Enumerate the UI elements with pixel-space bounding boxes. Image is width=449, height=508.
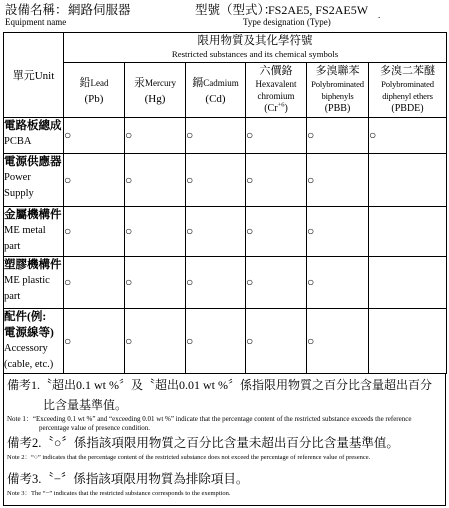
compliance-mark: ○ [125, 128, 133, 142]
column-en-name-line: Hexavalent [255, 78, 297, 89]
row-zh-name-line: 電源線等) [4, 327, 54, 339]
notes-section [3, 373, 446, 506]
row-zh-name: 塑膠機構件 [4, 259, 62, 271]
row-en-name-line: part [4, 291, 21, 302]
substances-subtitle: Restricted substances and its chemical symbols [171, 48, 339, 59]
note-2-en: Note 2：“○” indicates that the percentage content of the restricted substance does not exceed the percentage of reference value of presence. [7, 454, 371, 461]
note-1-zh: 備考1.〝超出0.1 wt %〞及〝超出0.01 wt %〞係指限用物質之百分比含量超出百分比含量基準值。 [7, 378, 432, 412]
compliance-mark: ○ [246, 275, 254, 289]
row-en-name-line: Power [4, 172, 31, 183]
mark-cell-pb [64, 309, 125, 374]
note-3-en: Note 3：The “−” indicates that the restricted substance corresponds to the exemption. [7, 490, 231, 497]
equipment-name-label: 設備名稱： [5, 3, 68, 17]
column-header-pbb [307, 63, 369, 118]
compliance-mark: ○ [369, 128, 377, 142]
table-header-row [4, 33, 447, 63]
mark-cell-cr6 [246, 154, 307, 207]
compliance-mark: ○ [246, 333, 254, 348]
restricted-substances-table [3, 32, 447, 374]
compliance-mark: ○ [307, 275, 315, 289]
mark-cell-pbb [307, 118, 369, 154]
table-row [4, 257, 447, 309]
mark-cell-hg [125, 309, 186, 374]
compliance-mark: ○ [307, 333, 315, 348]
mark-cell-pbde [369, 207, 447, 257]
row-en-name-line: Accessory [4, 343, 48, 354]
column-symbol [246, 103, 306, 116]
mark-cell-hg [125, 257, 186, 309]
unit-header-label: 單元Unit [12, 70, 55, 82]
row-en-name: PCBA [4, 136, 32, 147]
mark-cell-cd [186, 154, 246, 207]
row-zh-name: 金屬機構件 [4, 209, 62, 221]
type-designation-value: FS2AE5, FS2AE5W [268, 3, 369, 17]
compliance-mark: ○ [64, 224, 72, 238]
mark-cell-cd [186, 257, 246, 309]
note-3-zh: 備考3.〝−〞係指該項限用物質為排除項目。 [7, 472, 249, 486]
mark-cell-pbb [307, 309, 369, 374]
column-symbol-base: (Cr [264, 102, 278, 114]
row-label-me-metal-part [4, 207, 64, 257]
column-zh-name: 鎘 [192, 76, 204, 89]
mark-cell-cd [186, 207, 246, 257]
column-symbol: (Pb) [84, 92, 104, 105]
column-symbol-superscript: +6 [277, 101, 285, 109]
row-en-name-line: Supply [4, 188, 34, 199]
mark-cell-pb [64, 207, 125, 257]
compliance-mark: ○ [64, 172, 72, 187]
mark-cell-pbb [307, 257, 369, 309]
column-en-name-line: biphenyls [321, 91, 354, 101]
row-zh-name-line: 配件(例: [4, 311, 47, 323]
mark-cell-cr6 [246, 309, 307, 374]
compliance-mark: ○ [246, 172, 254, 187]
mark-cell-cr6 [246, 118, 307, 154]
row-en-name-line: part [4, 241, 21, 252]
mark-cell-pbde [369, 309, 447, 374]
row-zh-name: 電路板總成 [4, 120, 62, 132]
compliance-mark: ○ [246, 224, 254, 238]
column-header-mercury [125, 63, 186, 118]
mark-cell-pb [64, 154, 125, 207]
row-label-power-supply [4, 154, 64, 207]
compliance-mark: ○ [64, 128, 72, 142]
compliance-mark: ○ [125, 224, 133, 238]
row-zh-name: 電源供應器 [4, 156, 62, 168]
column-en-name: Lead [90, 77, 109, 88]
compliance-mark: ○ [125, 333, 133, 348]
table-row [4, 207, 447, 257]
column-header-cadmium [186, 63, 246, 118]
mark-cell-cr6 [246, 257, 307, 309]
equipment-name-label-en: Equipment name [5, 17, 67, 27]
column-zh-name: 汞 [134, 76, 145, 89]
column-en-name: Cadmium [203, 77, 239, 88]
compliance-mark: ○ [307, 128, 315, 142]
mark-cell-pbb [307, 207, 369, 257]
table-row [4, 309, 447, 374]
column-en-name-line: Polybrominated [311, 78, 364, 89]
equipment-name-value: 網路伺服器 [68, 3, 131, 17]
substances-header [64, 33, 447, 63]
mark-cell-hg [125, 207, 186, 257]
row-en-name-line: (cable, etc.) [4, 359, 54, 370]
compliance-mark: ○ [307, 224, 315, 238]
column-en-name-line: Polybrominated [381, 78, 434, 89]
column-header-hexavalent-chromium [246, 63, 307, 118]
mark-cell-pbde [369, 257, 447, 309]
note-2-zh: 備考2.〝○〞係指該項限用物質之百分比含量未超出百分比含量基準值。 [7, 436, 399, 450]
mark-cell-pb [64, 257, 125, 309]
row-label-pcba [4, 118, 64, 154]
column-zh-name: 鉛 [79, 76, 91, 89]
column-en-name-line: diphenyl ethers [382, 91, 433, 101]
stray-dot: . [378, 10, 381, 20]
mark-cell-cd [186, 118, 246, 154]
column-symbol: (PBB) [324, 102, 351, 114]
compliance-mark: ○ [307, 172, 315, 187]
column-zh-name: 六價鉻 [259, 65, 293, 77]
row-label-accessory [4, 309, 64, 374]
row-en-name-line: ME plastic [4, 275, 50, 286]
compliance-mark: ○ [64, 275, 72, 289]
compliance-mark: ○ [186, 128, 194, 142]
column-header-lead [64, 63, 125, 118]
substance-columns-row [4, 63, 447, 118]
mark-cell-pb [64, 118, 125, 154]
column-symbol: (Hg) [144, 92, 166, 105]
compliance-mark: ○ [64, 333, 72, 348]
type-designation-label: 型號（型式）： [195, 3, 277, 17]
row-label-me-plastic-part [4, 257, 64, 309]
column-zh-name: 多溴聯苯 [315, 65, 360, 77]
mark-cell-hg [125, 154, 186, 207]
row-en-name-line: ME metal [4, 225, 46, 236]
column-zh-name: 多溴二苯醚 [380, 65, 436, 77]
column-symbol: (Cd) [205, 92, 226, 105]
compliance-mark: ○ [186, 275, 194, 289]
mark-cell-pbde [369, 118, 447, 154]
column-symbol: (PBDE) [391, 102, 424, 114]
column-en-name: Mercury [145, 77, 176, 88]
compliance-mark: ○ [186, 172, 194, 187]
column-symbol-close: ) [284, 102, 288, 114]
mark-cell-pbb [307, 154, 369, 207]
note-1-en: Note 1：“Exceeding 0.1 wt %” and “exceeding 0.01 wt %” indicate that the percentage content of the restricted substance exceeds the reference percentage value of presence condition. [7, 415, 412, 432]
compliance-mark: ○ [186, 224, 194, 238]
type-designation-label-en: Type designation (Type) [243, 17, 331, 27]
mark-cell-pbde [369, 154, 447, 207]
mark-cell-cd [186, 309, 246, 374]
table-row [4, 118, 447, 154]
compliance-mark: ○ [246, 128, 254, 142]
compliance-mark: ○ [125, 275, 133, 289]
mark-cell-cr6 [246, 207, 307, 257]
substances-title: 限用物質及其化學符號 [197, 34, 313, 47]
mark-cell-hg [125, 118, 186, 154]
unit-column-header [4, 33, 64, 118]
column-header-pbde [369, 63, 447, 118]
compliance-mark: ○ [125, 172, 133, 187]
table-row [4, 154, 447, 207]
compliance-mark: ○ [186, 333, 194, 348]
column-en-name-line: chromium [257, 91, 295, 101]
